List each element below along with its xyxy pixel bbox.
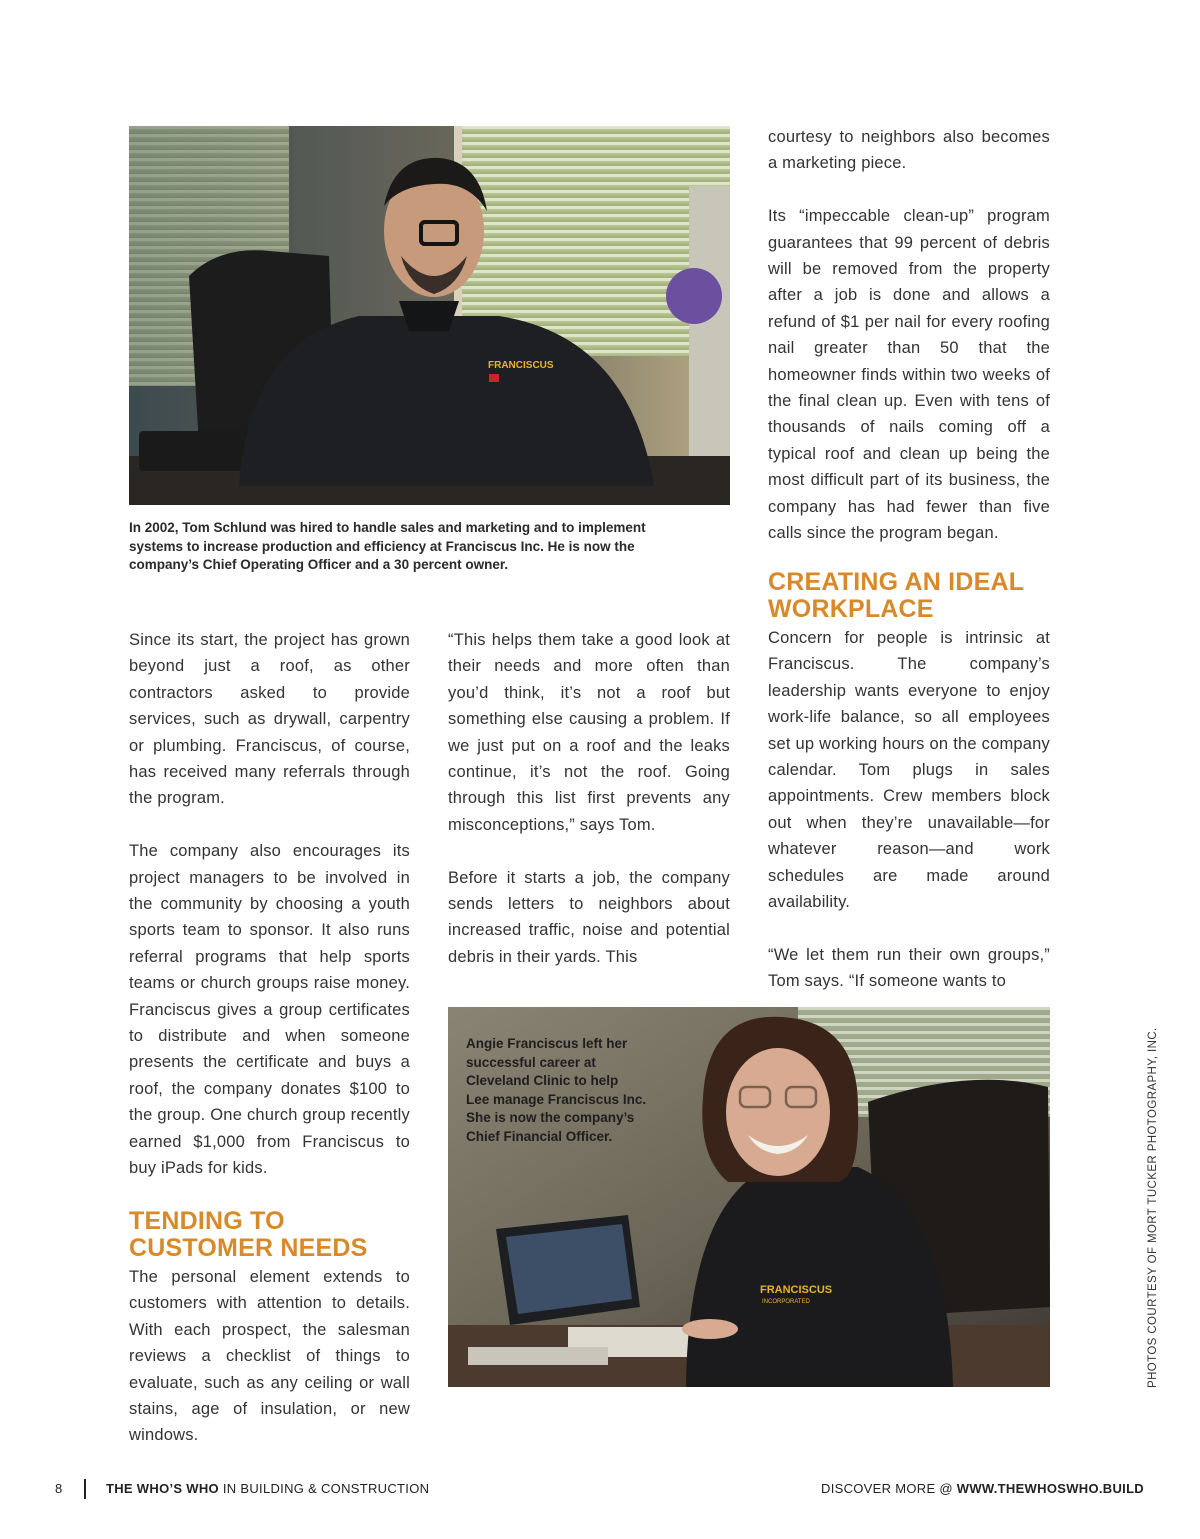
column2-paragraph-2: Before it starts a job, the company sends letters to neighbors about increased traffic, noise and potential debris in their yards. This — [448, 868, 730, 966]
angie-shirt-logo-sub: INCORPORATED — [762, 1299, 810, 1305]
angie-caption-line: She is now the company’s — [466, 1110, 635, 1125]
angie-caption-line: Angie Franciscus left her — [466, 1036, 628, 1051]
angie-caption-line: Lee manage Franciscus Inc. — [466, 1091, 647, 1107]
discover-more — [821, 1481, 1144, 1496]
photo-credit: PHOTOS COURTESY OF MORT TUCKER PHOTOGRAPHY, INC. — [1147, 1027, 1159, 1388]
footer-divider — [84, 1479, 86, 1499]
website-link[interactable]: WWW.THEWHOSWHO.BUILD — [956, 1481, 1144, 1496]
publication-title-bold: THE WHO’S WHO — [106, 1481, 219, 1496]
publication-title — [106, 1481, 429, 1496]
photo-angie-franciscus — [448, 1007, 1050, 1387]
tom-caption-text: In 2002, Tom Schlund was hired to handle sales and marketing and to implement systems to increase production and efficiency at Franciscus Inc. He is now the company’s Chief Operating Officer and a 30 percent owner. — [129, 520, 646, 572]
column-2 — [448, 627, 730, 970]
page-footer — [0, 1479, 1200, 1499]
column3-paragraph-4: “We let them run their own groups,” Tom says. “If someone wants to — [768, 945, 1050, 991]
photo-tom-schlund — [129, 126, 730, 505]
publication-title-rest: IN BUILDING & CONSTRUCTION — [218, 1481, 430, 1496]
tom-photo-illustration — [129, 126, 730, 505]
heading-creating-an-ideal-workplace: CREATING AN IDEAL WORKPLACE — [768, 567, 1024, 623]
column1-paragraph-1: Since its start, the project has grown beyond just a roof, as other contractors asked to provide services, such as drywall, carpentry or plumbing. Franciscus, of course, has received many referrals through the program. — [129, 631, 410, 808]
heading-tending-to-customer-needs: TENDING TO CUSTOMER NEEDS — [129, 1206, 368, 1262]
tom-shirt-logo: FRANCISCUS — [488, 360, 554, 371]
column2-paragraph-1: “This helps them take a good look at their needs and more often than you’d think, it’s not a roof but something else causing a problem. If we just put on a roof and the leaks continue, it’s not the roof. Going through this list first prevents any misconceptions,” says Tom. — [448, 631, 730, 834]
angie-shirt-logo: FRANCISCUS — [760, 1284, 833, 1296]
column3-paragraph-1: courtesy to neighbors also becomes a marketing piece. — [768, 128, 1050, 173]
angie-caption-line: successful career at — [466, 1054, 596, 1070]
discover-more-prefix: DISCOVER MORE @ — [821, 1481, 957, 1496]
tom-photo-caption — [129, 519, 684, 575]
column3-paragraph-3: Concern for people is intrinsic at Franciscus. The company’s leadership wants everyone to enjoy work-life balance, so all employees set up working hours on the company calendar. Tom plugs in sales appointments. Crew members block out when they’re unavailable—for whatever reason—and work schedules are made around availability. — [768, 628, 1050, 911]
angie-caption-line: Cleveland Clinic to help — [466, 1073, 619, 1088]
page-number: 8 — [55, 1481, 63, 1496]
column1-paragraph-2: The company also encourages its project managers to be involved in the community by choosing a youth sports team to sponsor. It also runs referral programs that help sports teams or church groups raise money. Franciscus gives a group certificates to distribute and when someone presents the certificate and buys a roof, the company donates $100 to the group. One church group recently earned $1,000 from Franciscus to buy iPads for kids. — [129, 842, 410, 1178]
angie-caption-line: Chief Financial Officer. — [466, 1128, 613, 1144]
column3-paragraph-2: Its “impeccable clean-up” program guarantees that 99 percent of debris will be removed from the property after a job is done and allows a refund of $1 per nail for every roofing nail greater than 50 that the homeowner finds within two weeks of the final clean up. Even with tens of thousands of nails coming off a typical roof and clean up being the most difficult part of its business, the company has had fewer than five calls since the program began. — [768, 207, 1050, 543]
column-1 — [129, 627, 410, 1449]
column1-paragraph-3: The personal element extends to customers with attention to details. With each prospect, the salesman reviews a checklist of things to evaluate, such as any ceiling or wall stains, age of insulation, or new windows. — [129, 1267, 410, 1445]
angie-photo-caption — [466, 1035, 696, 1146]
column-3 — [768, 124, 1050, 995]
